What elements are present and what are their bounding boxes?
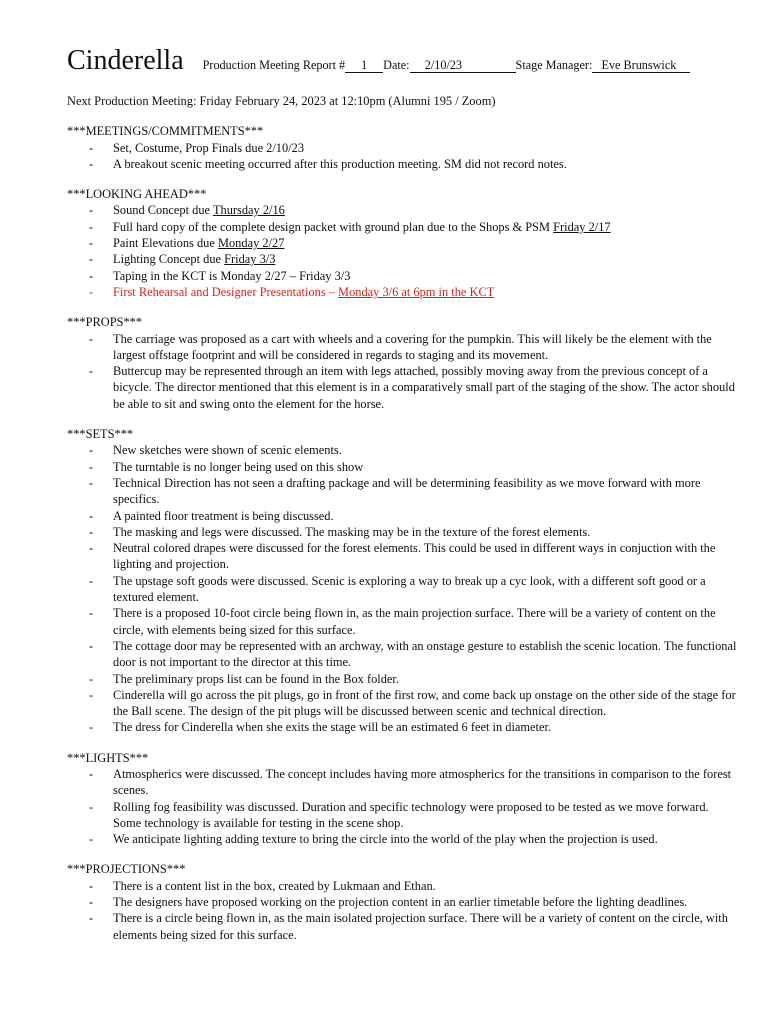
due-date: Friday 3/3 [224, 252, 276, 267]
list-item: - Lighting Concept due Friday 3/3 [67, 251, 738, 267]
section-heading: ***MEETINGS/COMMITMENTS*** [67, 124, 264, 139]
section-heading: ***PROJECTIONS*** [67, 862, 186, 877]
list-item: - Paint Elevations due Monday 2/27 [67, 235, 738, 251]
projections-section [67, 861, 738, 942]
list-item: - Full hard copy of the complete design packet with ground plan due to the Shops & PSM Friday 2/17 [67, 219, 738, 235]
list-item: - New sketches were shown of scenic elements. [67, 442, 738, 458]
report-header [67, 46, 738, 84]
report-number-value: 1 [345, 59, 383, 73]
list-item: - There is a circle being flown in, as the main isolated projection surface. There will be a variety of content on the circle, with elements being sized for this surface. [67, 910, 738, 943]
list-item: - Set, Costume, Prop Finals due 2/10/23 [67, 140, 738, 156]
list-item: - Atmospherics were discussed. The concept includes having more atmospherics for the transitions in comparison to the forest scenes. [67, 766, 738, 799]
props-section [67, 314, 738, 412]
list-item: - The carriage was proposed as a cart with wheels and a covering for the pumpkin. This will likely be the element with the largest offstage footprint and will be considered in regards to staging and its movement. [67, 331, 738, 364]
section-heading: ***LOOKING AHEAD*** [67, 187, 207, 202]
list-item: - Technical Direction has not seen a drafting package and will be determining feasibility as we move forward with more specifics. [67, 475, 738, 508]
list-item: - There is a proposed 10-foot circle being flown in, as the main projection surface. There will be a variety of content on the circle, with elements being sized for this surface. [67, 605, 738, 638]
list-item: - The preliminary props list can be found in the Box folder. [67, 671, 738, 687]
sets-section [67, 426, 738, 736]
next-meeting-line: Next Production Meeting: Friday February 24, 2023 at 12:10pm (Alumni 195 / Zoom) [67, 94, 496, 108]
due-date: Monday 2/27 [217, 236, 285, 251]
looking-ahead-section [67, 186, 738, 300]
list-item: - A painted floor treatment is being discussed. [67, 508, 738, 524]
list-item: - There is a content list in the box, created by Lukmaan and Ethan. [67, 878, 738, 894]
date-label: Date: [383, 58, 410, 72]
due-date: Monday 3/6 at 6pm in the KCT [338, 284, 495, 299]
section-heading: ***LIGHTS*** [67, 750, 149, 765]
list-item: - Buttercup may be represented through an item with legs attached, possibly moving away from the previous concept of a bicycle. The director mentioned that this element is in a comparatively small part of the staging of the show. The actor should be able to sit and swing onto the element for the horse. [67, 363, 738, 412]
date-value: 2/10/23 [410, 59, 516, 73]
section-heading: ***SETS*** [67, 427, 134, 442]
list-item-highlighted: - First Rehearsal and Designer Presentations – Monday 3/6 at 6pm in the KCT [67, 284, 738, 300]
lights-section [67, 750, 738, 848]
list-item: - Neutral colored drapes were discussed for the forest elements. This could be used in different ways in conjuction with the lighting and projection. [67, 540, 738, 573]
list-item: - The designers have proposed working on the projection content in an earlier timetable before the lighting deadlines. [67, 894, 738, 910]
list-item: - Rolling fog feasibility was discussed. Duration and specific technology were proposed to be tested as we move forward. Some technology is available for testing in the scene shop. [67, 799, 738, 832]
meetings-section [67, 123, 738, 172]
report-number-label: Production Meeting Report # [202, 58, 346, 72]
list-item: - The upstage soft goods were discussed. Scenic is exploring a way to break up a cyc look, with a different soft good or a textured element. [67, 573, 738, 606]
stage-manager-value: Eve Brunswick [592, 59, 690, 73]
list-item: - We anticipate lighting adding texture to bring the circle into the world of the play when the projection is used. [67, 831, 738, 847]
list-item: - Taping in the KCT is Monday 2/27 – Friday 3/3 [67, 268, 738, 284]
stage-manager-label: Stage Manager: [515, 58, 593, 72]
list-item: - The cottage door may be represented with an archway, with an onstage gesture to establish the scenic location. The functional door is not important to the director at this time. [67, 638, 738, 671]
list-item: - Cinderella will go across the pit plugs, go in front of the first row, and come back up onstage on the other side of the stage for the Ball scene. The design of the pit plugs will be discussed between scenic and technical direction. [67, 687, 738, 720]
list-item: - The turntable is no longer being used on this show [67, 459, 738, 475]
list-item: - The dress for Cinderella when she exits the stage will be an estimated 6 feet in diameter. [67, 719, 738, 735]
show-title: Cinderella [67, 45, 184, 76]
section-heading: ***PROPS*** [67, 315, 143, 330]
list-item: - Sound Concept due Thursday 2/16 [67, 202, 738, 218]
list-item: - A breakout scenic meeting occurred after this production meeting. SM did not record notes. [67, 156, 738, 172]
list-item: - The masking and legs were discussed. The masking may be in the texture of the forest elements. [67, 524, 738, 540]
due-date: Friday 2/17 [553, 219, 611, 234]
due-date: Thursday 2/16 [212, 203, 285, 218]
